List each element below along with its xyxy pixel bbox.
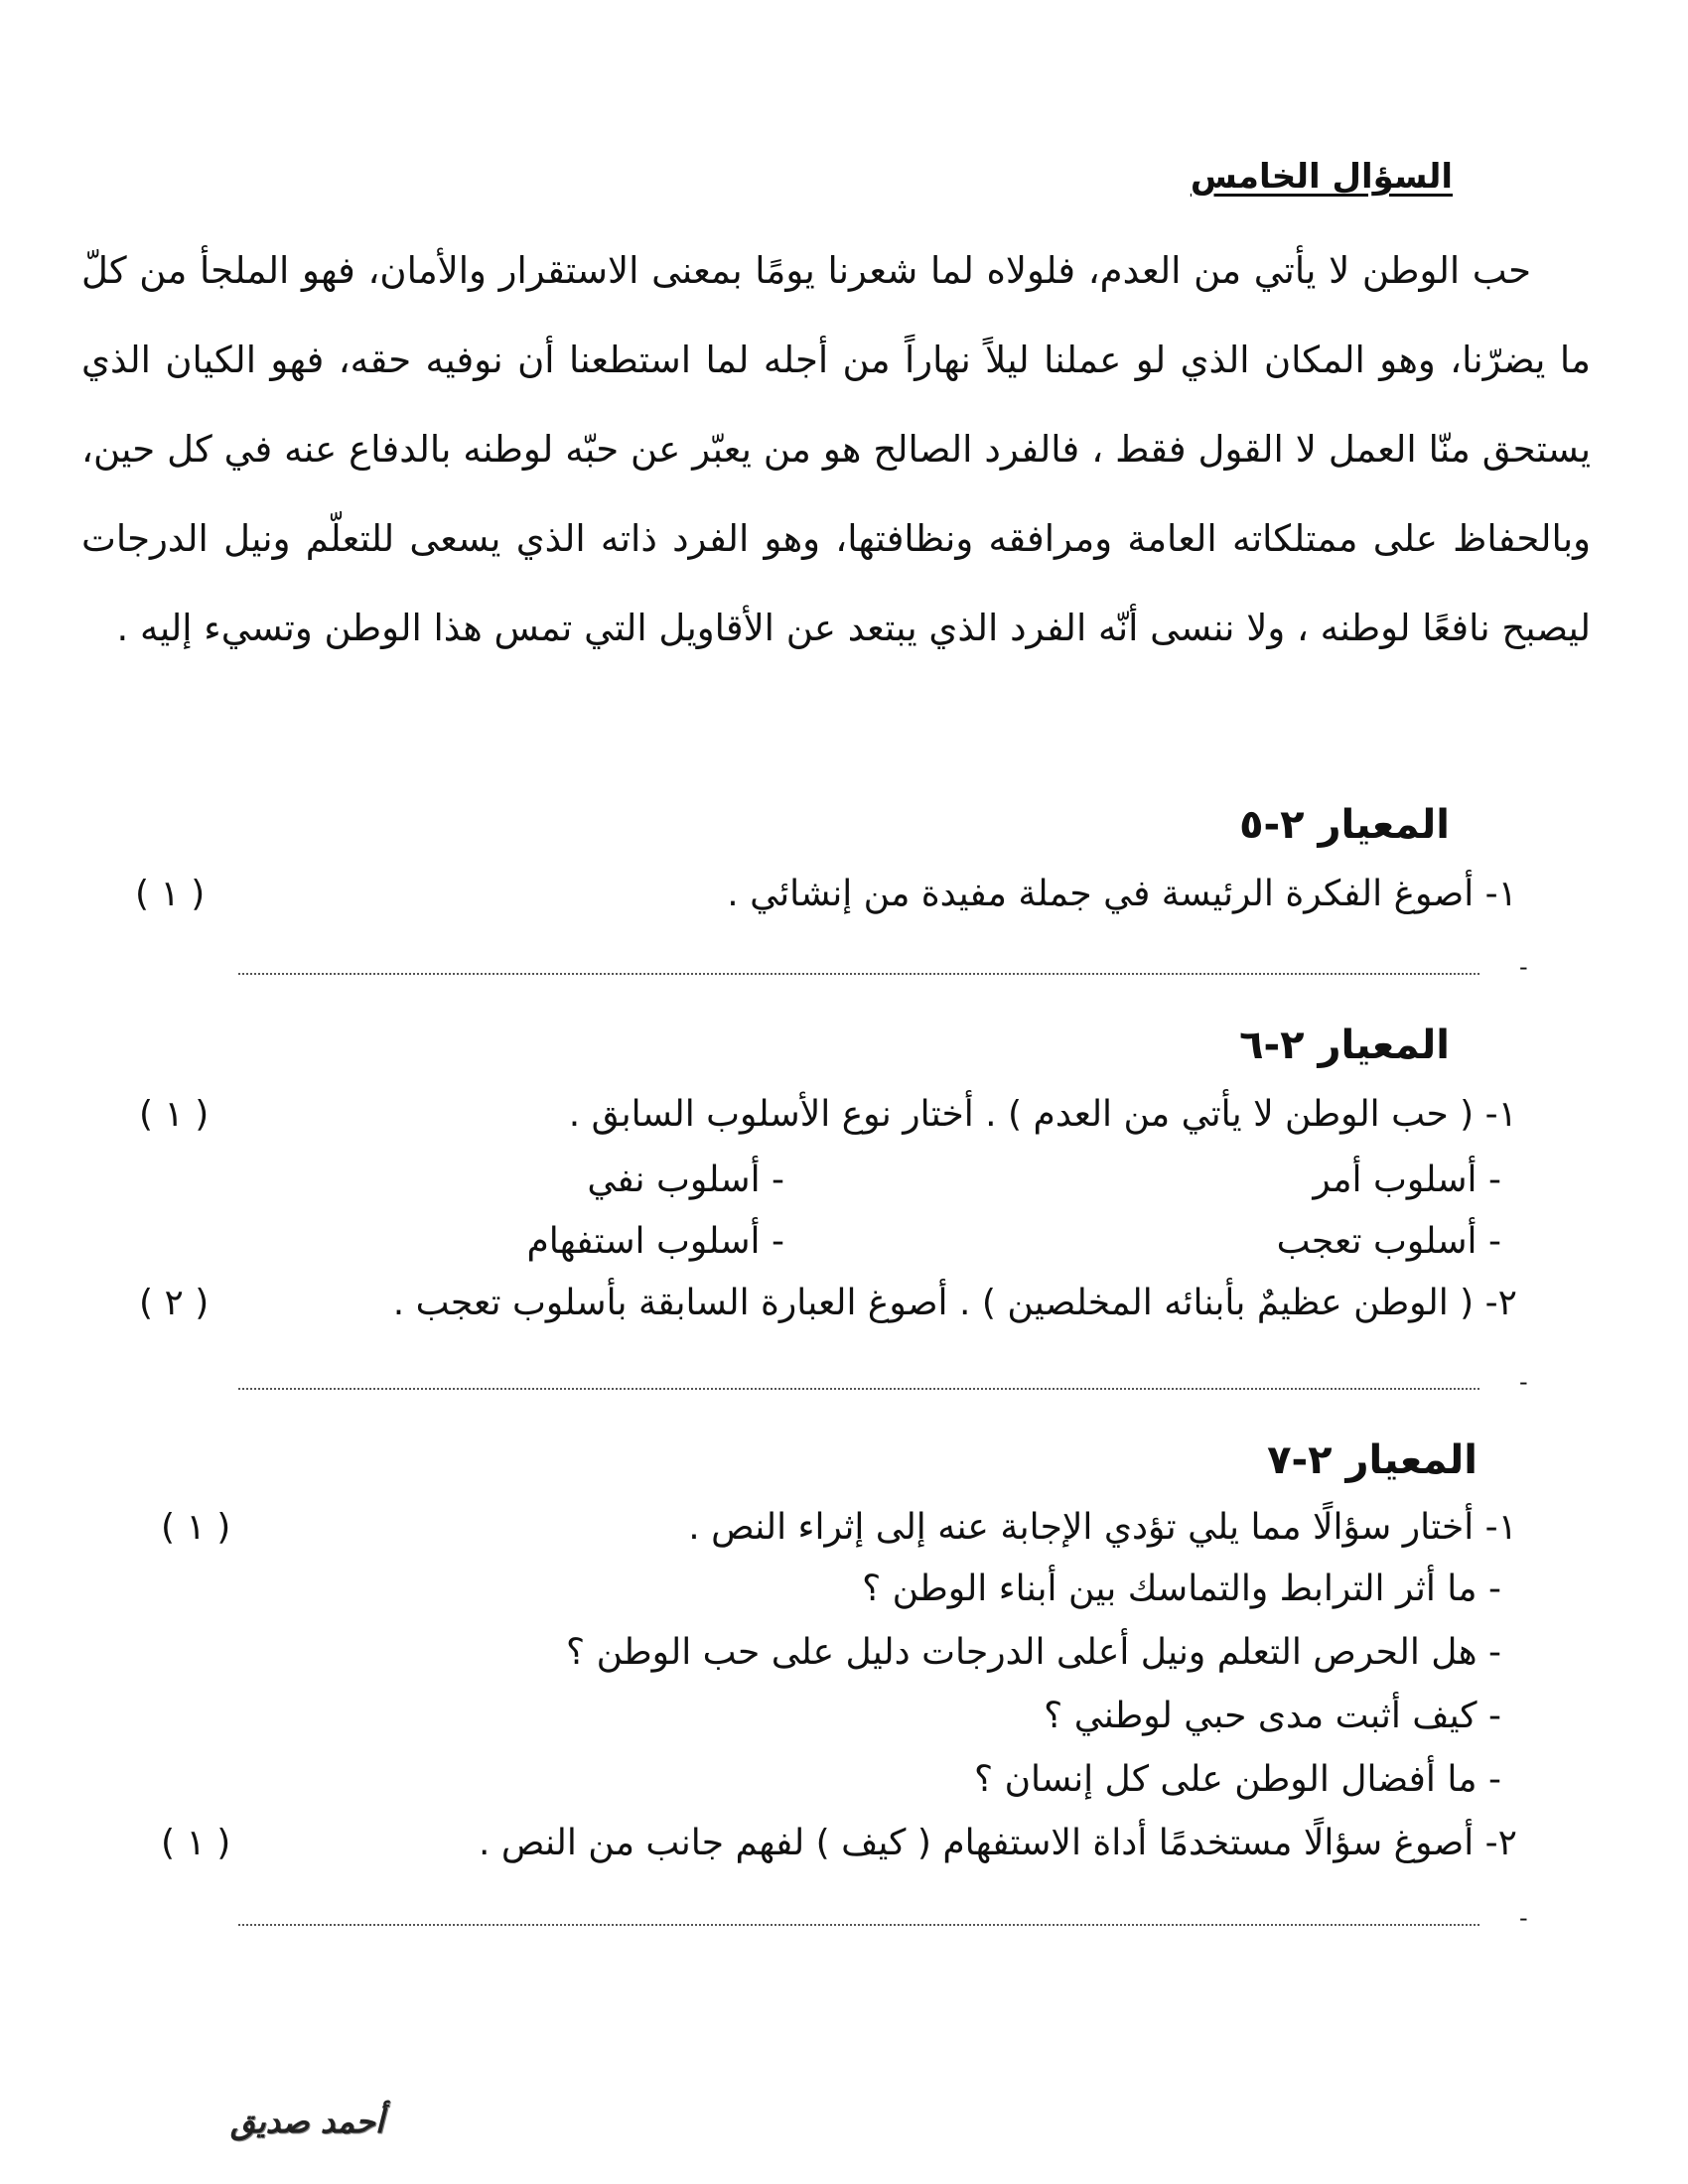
question-title: السؤال الخامس: [1190, 157, 1453, 197]
s3-question-1-score: ( ١ ): [161, 1507, 231, 1548]
question-option[interactable]: - هل الحرص التعلم ونيل أعلى الدرجات دليل على حب الوطن ؟: [566, 1632, 1501, 1673]
s3-question-2-score: ( ١ ): [161, 1823, 231, 1863]
option-imperative[interactable]: - أسلوب أمر: [1313, 1160, 1501, 1200]
answer-line-dash: -: [1519, 953, 1528, 981]
option-interrogative[interactable]: - أسلوب استفهام: [526, 1221, 784, 1262]
author-signature: أحمد صديق: [230, 2103, 384, 2140]
s2-question-1-score: ( ١ ): [139, 1094, 210, 1135]
passage-text: حب الوطن لا يأتي من العدم، فلولاه لما شعرنا يومًا بمعنى الاستقرار والأمان، فهو الملجأ من كلّ ما يضرّنا، وهو المكان الذي لو عملنا ليلاً نهاراً من أجله لما استطعنا أن نوفيه حقه، فهو الكيان الذي يستحق منّا العمل لا القول فقط ، فالفرد الصالح هو من يعبّر عن حبّه لوطنه بالدفاع عنه في كل حين، وبالحفاظ على ممتلكاته العامة ومرافقه ونظافتها، وهو الفرد ذاته الذي يسعى للتعلّم ونيل الدرجات ليصبح نافعًا لوطنه ، ولا ننسى أنّه الفرد الذي يبتعد عن الأقاويل التي تمس هذا الوطن وتسيء إليه .: [81, 249, 1591, 649]
option-exclamation[interactable]: - أسلوب تعجب: [1276, 1221, 1501, 1262]
s2-question-1: ١- ( حب الوطن لا يأتي من العدم ) . أختار نوع الأسلوب السابق .: [568, 1094, 1517, 1135]
s1-question-1: ١- أصوغ الفكرة الرئيسة في جملة مفيدة من إنشائي .: [727, 874, 1517, 914]
question-option[interactable]: - كيف أثبت مدى حبي لوطني ؟: [1044, 1696, 1501, 1736]
s1-question-1-score: ( ١ ): [135, 874, 206, 914]
answer-line[interactable]: [238, 973, 1479, 975]
reading-passage: [81, 226, 1591, 673]
question-option[interactable]: - ما أفضال الوطن على كل إنسان ؟: [974, 1759, 1501, 1800]
answer-line-dash: -: [1519, 1368, 1528, 1396]
standard-title-2-7: المعيار ٢-٧: [1267, 1437, 1477, 1483]
standard-title-2-6: المعيار ٢-٦: [1239, 1023, 1450, 1068]
s3-question-1: ١- أختار سؤالًا مما يلي تؤدي الإجابة عنه إلى إثراء النص .: [688, 1507, 1517, 1548]
option-negation[interactable]: - أسلوب نفي: [587, 1160, 784, 1200]
answer-line-dash: -: [1519, 1904, 1528, 1932]
s2-question-2-score: ( ٢ ): [139, 1283, 210, 1323]
s3-question-2: ٢- أصوغ سؤالًا مستخدمًا أداة الاستفهام ( كيف ) لفهم جانب من النص .: [479, 1823, 1517, 1863]
answer-line[interactable]: [238, 1388, 1479, 1390]
answer-line[interactable]: [238, 1924, 1479, 1926]
standard-title-2-5: المعيار ٢-٥: [1239, 802, 1450, 848]
s2-question-2: ٢- ( الوطن عظيمٌ بأبنائه المخلصين ) . أصوغ العبارة السابقة بأسلوب تعجب .: [392, 1283, 1517, 1323]
question-option[interactable]: - ما أثر الترابط والتماسك بين أبناء الوطن ؟: [862, 1569, 1501, 1609]
